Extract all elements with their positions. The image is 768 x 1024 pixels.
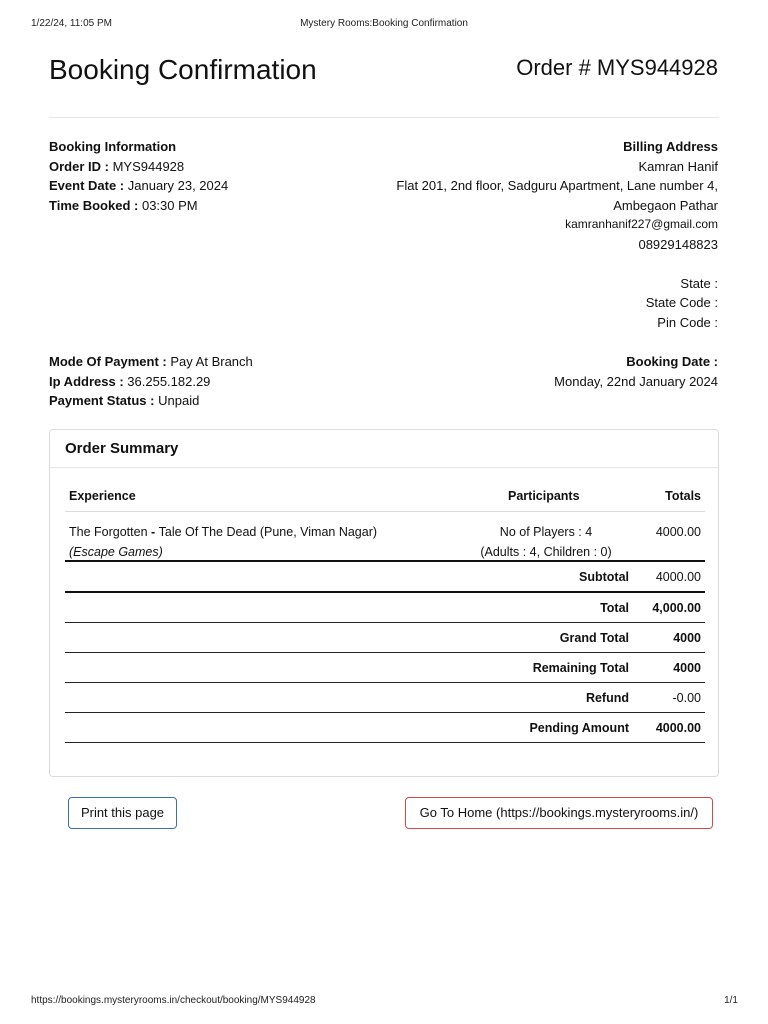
event-date-line: Event Date : January 23, 2024: [49, 178, 229, 193]
grand-total-label: Grand Total: [559, 631, 629, 645]
go-to-home-button[interactable]: Go To Home (https://bookings.mysteryrooms.in/): [405, 797, 713, 829]
players-breakdown: (Adults : 4, Children : 0): [480, 545, 612, 559]
column-header-totals: Totals: [665, 489, 701, 503]
refund-value: -0.00: [672, 691, 701, 705]
experience-name: The Forgotten - Tale Of The Dead (Pune, Viman Nagar): [69, 525, 378, 539]
column-header-experience: Experience: [69, 489, 136, 503]
remaining-total-value: 4000: [673, 661, 701, 675]
summary-row-refund: [65, 683, 705, 713]
billing-name: Kamran Hanif: [638, 158, 718, 174]
billing-address-line1: Flat 201, 2nd floor, Sadguru Apartment, Lane number 4,: [396, 178, 718, 193]
summary-row-remaining-total: [65, 653, 705, 683]
page-title: Booking Confirmation: [49, 54, 317, 85]
booking-date-label: Booking Date :: [626, 354, 718, 369]
print-page-button[interactable]: Print this page: [68, 797, 177, 829]
pending-amount-value: 4000.00: [655, 721, 701, 735]
print-footer-page-number: 1/1: [724, 995, 738, 1006]
booking-date: [554, 352, 718, 391]
total-label: Total: [600, 601, 629, 615]
order-summary-title: Order Summary: [65, 440, 179, 457]
remaining-total-label: Remaining Total: [532, 661, 629, 675]
order-number: Order # MYS944928: [516, 55, 718, 80]
print-footer-url: https://bookings.mysteryrooms.in/checkout/booking/MYS944928: [31, 995, 316, 1006]
item-total: 4000.00: [655, 525, 701, 539]
order-summary-table: [65, 477, 705, 743]
total-value: 4,000.00: [652, 601, 701, 615]
ip-address-line: Ip Address : 36.255.182.29: [49, 373, 211, 389]
print-header-datetime: 1/22/24, 11:05 PM: [31, 18, 112, 29]
summary-row-total: [65, 593, 705, 623]
billing-address: [396, 137, 718, 332]
time-booked-line: Time Booked : 03:30 PM: [49, 197, 198, 213]
subtotal-label: Subtotal: [579, 570, 629, 584]
order-summary-card: [49, 429, 719, 777]
grand-total-value: 4000: [673, 631, 701, 645]
experience-category: (Escape Games): [69, 545, 163, 559]
print-header-title: Mystery Rooms:Booking Confirmation: [300, 18, 468, 29]
payment-status-line: Payment Status : Unpaid: [49, 393, 200, 408]
booking-info-heading: Booking Information: [49, 139, 177, 154]
players-count: No of Players : 4: [499, 525, 593, 539]
billing-pin-code: Pin Code :: [657, 314, 718, 330]
booking-information: [49, 137, 228, 215]
table-row: [65, 512, 705, 562]
billing-heading: Billing Address: [623, 139, 718, 154]
refund-label: Refund: [585, 691, 629, 705]
booking-date-value: Monday, 22nd January 2024: [554, 373, 718, 389]
order-id-line: Order ID : MYS944928: [49, 158, 185, 174]
billing-address-line2: Ambegaon Pathar: [613, 197, 718, 213]
pending-amount-label: Pending Amount: [529, 721, 629, 735]
billing-email: kamranhanif227@gmail.com: [565, 217, 718, 231]
summary-row-grand-total: [65, 623, 705, 653]
order-summary-header: [50, 430, 718, 468]
billing-state-code: State Code :: [645, 295, 718, 310]
summary-row-subtotal: [65, 562, 705, 593]
header-divider: [49, 117, 719, 118]
subtotal-value: 4000.00: [655, 570, 701, 584]
summary-row-pending-amount: [65, 713, 705, 743]
experience-cell: [69, 522, 377, 562]
column-header-participants: Participants: [508, 489, 580, 503]
payment-mode-line: Mode Of Payment : Pay At Branch: [49, 354, 253, 369]
billing-state: State :: [680, 275, 718, 291]
billing-phone: 08929148823: [638, 236, 718, 252]
payment-details: [49, 352, 253, 411]
participants-cell: [465, 522, 627, 562]
table-header-row: [65, 477, 705, 512]
